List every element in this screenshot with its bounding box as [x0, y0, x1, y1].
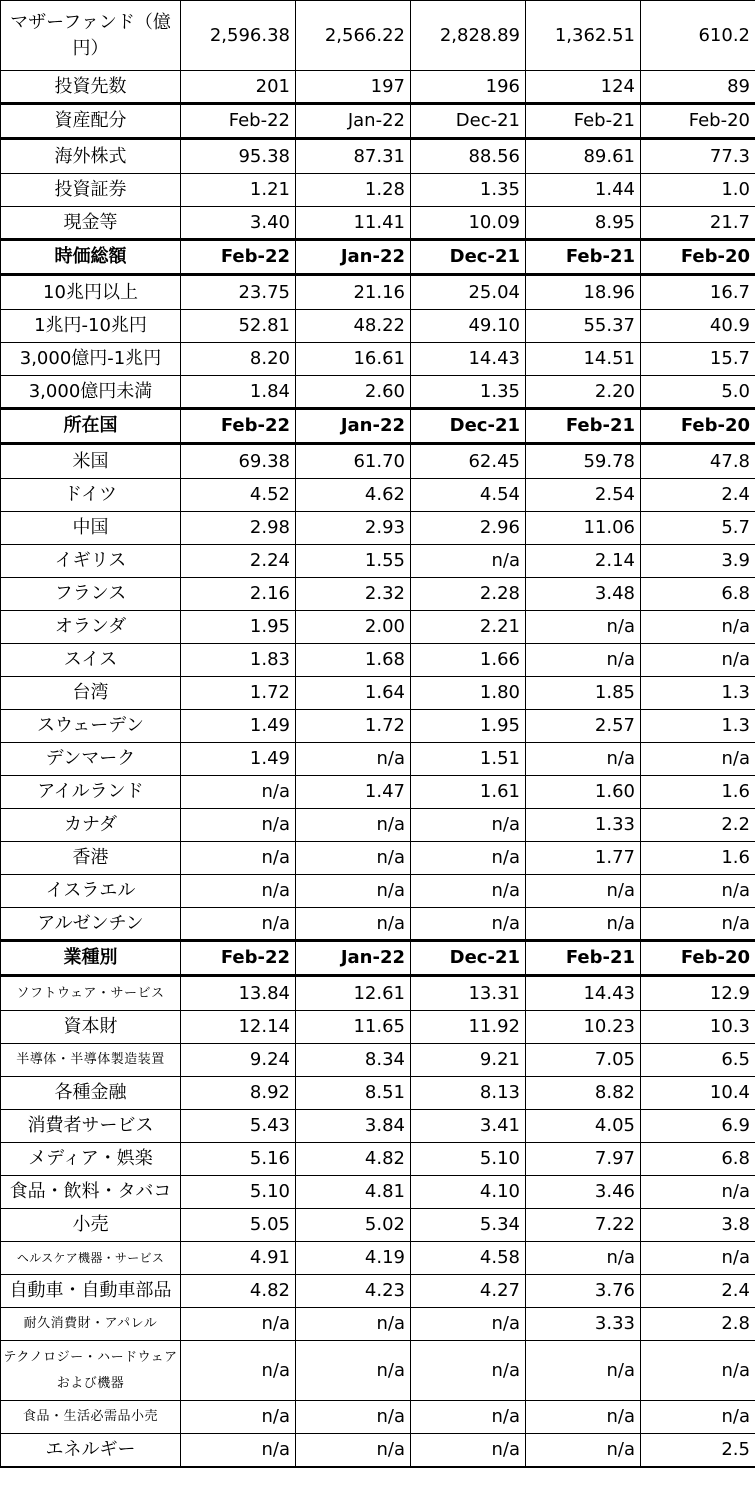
table-row [1, 1341, 755, 1401]
table-cell: 5.16 [181, 1143, 296, 1176]
table-cell: 2.14 [526, 545, 641, 578]
row-label: 食品・生活必需品小売 [1, 1401, 181, 1434]
column-header: Feb-22 [181, 104, 296, 139]
table-cell: 1.51 [411, 743, 526, 776]
table-cell: 40.9 [641, 310, 755, 343]
row-label: メディア・娯楽 [1, 1143, 181, 1176]
table-cell: 13.31 [411, 976, 526, 1011]
row-label: イギリス [1, 545, 181, 578]
table-cell: 87.31 [296, 139, 411, 174]
table-cell: n/a [641, 611, 755, 644]
table-row [1, 1275, 755, 1308]
table-cell: 197 [296, 71, 411, 104]
row-label: 香港 [1, 842, 181, 875]
table-cell: 4.52 [181, 479, 296, 512]
table-cell: n/a [411, 1401, 526, 1434]
row-label: 食品・飲料・タバコ [1, 1176, 181, 1209]
row-label: 半導体・半導体製造装置 [1, 1044, 181, 1077]
table-cell: 1.47 [296, 776, 411, 809]
table-row [1, 512, 755, 545]
table-cell: n/a [181, 842, 296, 875]
table-cell: n/a [526, 908, 641, 941]
table-cell: 4.23 [296, 1275, 411, 1308]
table-cell: 1.28 [296, 174, 411, 207]
table-cell: 2.2 [641, 809, 755, 842]
table-cell: n/a [641, 743, 755, 776]
table-row [1, 578, 755, 611]
table-cell: 2.8 [641, 1308, 755, 1341]
row-label: 各種金融 [1, 1077, 181, 1110]
table-cell: 1.84 [181, 376, 296, 409]
table-row [1, 809, 755, 842]
table-cell: 4.58 [411, 1242, 526, 1275]
table-cell: 10.4 [641, 1077, 755, 1110]
table-cell: 10.3 [641, 1011, 755, 1044]
table-cell: n/a [526, 743, 641, 776]
table-cell: n/a [641, 1242, 755, 1275]
row-label: スウェーデン [1, 710, 181, 743]
table-cell: 1.60 [526, 776, 641, 809]
table-cell: 1,362.51 [526, 1, 641, 71]
section-header: 資産配分 [1, 104, 181, 139]
table-cell: 2.00 [296, 611, 411, 644]
table-cell: 11.92 [411, 1011, 526, 1044]
table-cell: n/a [411, 1308, 526, 1341]
column-header: Feb-20 [641, 104, 755, 139]
table-cell: 6.8 [641, 578, 755, 611]
row-label: ドイツ [1, 479, 181, 512]
table-row [1, 842, 755, 875]
table-row [1, 908, 755, 941]
table-cell: 18.96 [526, 275, 641, 310]
table-row [1, 1077, 755, 1110]
table-row [1, 444, 755, 479]
table-cell: 3.76 [526, 1275, 641, 1308]
table-cell: 77.3 [641, 139, 755, 174]
table-cell: 7.22 [526, 1209, 641, 1242]
table-row [1, 1143, 755, 1176]
table-cell: 12.9 [641, 976, 755, 1011]
section-header: 所在国 [1, 409, 181, 444]
table-cell: 4.62 [296, 479, 411, 512]
row-label: 資本財 [1, 1011, 181, 1044]
table-cell: 201 [181, 71, 296, 104]
row-label: ヘルスケア機器・サービス [1, 1242, 181, 1275]
table-cell: 8.95 [526, 207, 641, 240]
table-row [1, 139, 755, 174]
table-cell: 10.23 [526, 1011, 641, 1044]
table-cell: 2.57 [526, 710, 641, 743]
industry-header-row [1, 941, 755, 976]
table-cell: 5.02 [296, 1209, 411, 1242]
table-cell: 8.13 [411, 1077, 526, 1110]
table-cell: 1.61 [411, 776, 526, 809]
table-cell: n/a [411, 809, 526, 842]
table-cell: 1.95 [411, 710, 526, 743]
table-cell: 3.33 [526, 1308, 641, 1341]
row-label: ソフトウェア・サービス [1, 976, 181, 1011]
column-header: Feb-22 [181, 941, 296, 976]
table-cell: 1.6 [641, 776, 755, 809]
table-cell: n/a [526, 611, 641, 644]
table-row [1, 776, 755, 809]
row-label: アイルランド [1, 776, 181, 809]
table-cell: n/a [411, 875, 526, 908]
table-cell: 55.37 [526, 310, 641, 343]
table-cell: 2.54 [526, 479, 641, 512]
column-header: Jan-22 [296, 240, 411, 275]
table-cell: 25.04 [411, 275, 526, 310]
table-cell: n/a [641, 1176, 755, 1209]
table-cell: 1.49 [181, 743, 296, 776]
table-cell: 4.19 [296, 1242, 411, 1275]
row-label: 米国 [1, 444, 181, 479]
table-cell: 1.33 [526, 809, 641, 842]
table-cell: 59.78 [526, 444, 641, 479]
column-header: Dec-21 [411, 941, 526, 976]
table-row [1, 1209, 755, 1242]
table-cell: 4.82 [181, 1275, 296, 1308]
table-row [1, 343, 755, 376]
table-cell: 3.9 [641, 545, 755, 578]
table-cell: n/a [296, 743, 411, 776]
table-cell: 8.20 [181, 343, 296, 376]
table-cell: 16.7 [641, 275, 755, 310]
row-label: スイス [1, 644, 181, 677]
table-cell: 4.82 [296, 1143, 411, 1176]
column-header: Jan-22 [296, 104, 411, 139]
table-cell: 7.97 [526, 1143, 641, 1176]
table-cell: 4.91 [181, 1242, 296, 1275]
table-cell: 3.41 [411, 1110, 526, 1143]
table-row [1, 1308, 755, 1341]
row-label: マザーファンド（億円） [1, 1, 181, 71]
row-label: カナダ [1, 809, 181, 842]
table-cell: n/a [296, 842, 411, 875]
table-row [1, 275, 755, 310]
table-cell: 9.21 [411, 1044, 526, 1077]
table-cell: 2.32 [296, 578, 411, 611]
column-header: Feb-20 [641, 941, 755, 976]
table-cell: n/a [181, 875, 296, 908]
column-header: Feb-22 [181, 240, 296, 275]
row-label: 中国 [1, 512, 181, 545]
row-label: イスラエル [1, 875, 181, 908]
table-cell: 7.05 [526, 1044, 641, 1077]
table-cell: 5.10 [411, 1143, 526, 1176]
table-cell: 1.3 [641, 710, 755, 743]
table-cell: 1.68 [296, 644, 411, 677]
table-cell: 14.43 [411, 343, 526, 376]
table-cell: 49.10 [411, 310, 526, 343]
column-header: Feb-21 [526, 409, 641, 444]
table-row [1, 644, 755, 677]
table-cell: 196 [411, 71, 526, 104]
section-header: 業種別 [1, 941, 181, 976]
table-cell: 1.85 [526, 677, 641, 710]
table-cell: 1.0 [641, 174, 755, 207]
table-cell: 1.80 [411, 677, 526, 710]
table-row [1, 677, 755, 710]
table-cell: 1.55 [296, 545, 411, 578]
table-cell: n/a [181, 1341, 296, 1401]
table-cell: 2.98 [181, 512, 296, 545]
table-cell: 610.2 [641, 1, 755, 71]
table-cell: n/a [296, 1434, 411, 1467]
table-cell: 89.61 [526, 139, 641, 174]
table-cell: 1.35 [411, 174, 526, 207]
table-cell: 62.45 [411, 444, 526, 479]
column-header: Dec-21 [411, 104, 526, 139]
table-cell: 47.8 [641, 444, 755, 479]
table-cell: 3.48 [526, 578, 641, 611]
country-header-row [1, 409, 755, 444]
table-cell: 88.56 [411, 139, 526, 174]
table-cell: 2.4 [641, 1275, 755, 1308]
table-cell: 2.96 [411, 512, 526, 545]
table-cell: n/a [526, 875, 641, 908]
table-row [1, 710, 755, 743]
table-cell: 4.10 [411, 1176, 526, 1209]
table-cell: 1.21 [181, 174, 296, 207]
table-cell: 69.38 [181, 444, 296, 479]
table-cell: 4.27 [411, 1275, 526, 1308]
row-label: アルゼンチン [1, 908, 181, 941]
table-row [1, 1242, 755, 1275]
table-cell: n/a [641, 1341, 755, 1401]
column-header: Feb-20 [641, 409, 755, 444]
column-header: Dec-21 [411, 409, 526, 444]
table-row [1, 1434, 755, 1467]
table-row [1, 743, 755, 776]
table-cell: 4.05 [526, 1110, 641, 1143]
table-cell: n/a [181, 1308, 296, 1341]
table-cell: 5.10 [181, 1176, 296, 1209]
table-cell: 8.82 [526, 1077, 641, 1110]
table-cell: n/a [411, 908, 526, 941]
table-cell: 14.43 [526, 976, 641, 1011]
column-header: Jan-22 [296, 409, 411, 444]
table-cell: 3.8 [641, 1209, 755, 1242]
table-cell: 2.28 [411, 578, 526, 611]
table-cell: n/a [641, 908, 755, 941]
table-cell: n/a [526, 1401, 641, 1434]
asset-allocation-header-row [1, 104, 755, 139]
table-row [1, 1110, 755, 1143]
table-cell: n/a [526, 1341, 641, 1401]
table-cell: 21.16 [296, 275, 411, 310]
table-row [1, 545, 755, 578]
table-cell: 2,566.22 [296, 1, 411, 71]
table-cell: 8.92 [181, 1077, 296, 1110]
table-cell: 1.64 [296, 677, 411, 710]
table-cell: 14.51 [526, 343, 641, 376]
table-cell: n/a [641, 1401, 755, 1434]
table-cell: 13.84 [181, 976, 296, 1011]
table-cell: 3.84 [296, 1110, 411, 1143]
table-cell: 11.41 [296, 207, 411, 240]
table-cell: n/a [296, 809, 411, 842]
table-cell: 9.24 [181, 1044, 296, 1077]
row-label: 海外株式 [1, 139, 181, 174]
table-cell: 5.0 [641, 376, 755, 409]
table-cell: 8.34 [296, 1044, 411, 1077]
table-cell: n/a [641, 875, 755, 908]
row-label: 投資証券 [1, 174, 181, 207]
table-cell: n/a [181, 1401, 296, 1434]
table-cell: 5.05 [181, 1209, 296, 1242]
table-cell: 1.6 [641, 842, 755, 875]
row-label: 10兆円以上 [1, 275, 181, 310]
table-cell: 4.81 [296, 1176, 411, 1209]
table-cell: n/a [526, 644, 641, 677]
row-label: デンマーク [1, 743, 181, 776]
table-cell: 2,596.38 [181, 1, 296, 71]
table-cell: 8.51 [296, 1077, 411, 1110]
table-cell: n/a [296, 875, 411, 908]
table-cell: 89 [641, 71, 755, 104]
holdings-row [1, 71, 755, 104]
column-header: Feb-22 [181, 409, 296, 444]
table-cell: 61.70 [296, 444, 411, 479]
table-cell: n/a [411, 545, 526, 578]
table-row [1, 1044, 755, 1077]
table-row [1, 479, 755, 512]
table-cell: 1.49 [181, 710, 296, 743]
table-cell: 2.20 [526, 376, 641, 409]
column-header: Feb-21 [526, 240, 641, 275]
column-header: Feb-21 [526, 104, 641, 139]
table-cell: 2.93 [296, 512, 411, 545]
table-cell: 2.5 [641, 1434, 755, 1467]
table-cell: n/a [181, 908, 296, 941]
table-cell: n/a [411, 1434, 526, 1467]
table-cell: 1.77 [526, 842, 641, 875]
market-cap-header-row [1, 240, 755, 275]
column-header: Feb-20 [641, 240, 755, 275]
row-label: 小売 [1, 1209, 181, 1242]
table-row [1, 976, 755, 1011]
table-cell: n/a [641, 644, 755, 677]
table-cell: 16.61 [296, 343, 411, 376]
table-cell: 95.38 [181, 139, 296, 174]
table-cell: 5.7 [641, 512, 755, 545]
table-row [1, 875, 755, 908]
table-cell: n/a [526, 1434, 641, 1467]
table-row [1, 174, 755, 207]
table-row [1, 207, 755, 240]
table-cell: 11.65 [296, 1011, 411, 1044]
table-cell: n/a [181, 1434, 296, 1467]
table-cell: 1.72 [296, 710, 411, 743]
row-label: 現金等 [1, 207, 181, 240]
table-cell: 1.35 [411, 376, 526, 409]
table-cell: 1.3 [641, 677, 755, 710]
column-header: Feb-21 [526, 941, 641, 976]
table-cell: 1.95 [181, 611, 296, 644]
table-cell: 15.7 [641, 343, 755, 376]
table-cell: n/a [411, 842, 526, 875]
table-row [1, 376, 755, 409]
table-cell: 3.40 [181, 207, 296, 240]
table-cell: n/a [526, 1242, 641, 1275]
table-cell: 10.09 [411, 207, 526, 240]
column-header: Dec-21 [411, 240, 526, 275]
table-cell: 2,828.89 [411, 1, 526, 71]
row-label: オランダ [1, 611, 181, 644]
table-cell: 2.16 [181, 578, 296, 611]
table-cell: 1.83 [181, 644, 296, 677]
table-cell: 6.5 [641, 1044, 755, 1077]
table-row [1, 1011, 755, 1044]
table-cell: 2.21 [411, 611, 526, 644]
table-cell: n/a [296, 1341, 411, 1401]
table-cell: n/a [296, 1308, 411, 1341]
row-label: 3,000億円-1兆円 [1, 343, 181, 376]
table-cell: 5.43 [181, 1110, 296, 1143]
table-row [1, 611, 755, 644]
column-header: Jan-22 [296, 941, 411, 976]
table-row [1, 1401, 755, 1434]
row-label: 耐久消費財・アパレル [1, 1308, 181, 1341]
table-cell: 1.72 [181, 677, 296, 710]
table-cell: 1.44 [526, 174, 641, 207]
table-cell: n/a [411, 1341, 526, 1401]
table-cell: n/a [181, 809, 296, 842]
table-cell: 2.4 [641, 479, 755, 512]
table-cell: 6.9 [641, 1110, 755, 1143]
table-cell: n/a [296, 908, 411, 941]
table-cell: 3.46 [526, 1176, 641, 1209]
table-cell: 6.8 [641, 1143, 755, 1176]
table-cell: 23.75 [181, 275, 296, 310]
table-cell: 48.22 [296, 310, 411, 343]
table-cell: 2.24 [181, 545, 296, 578]
table-cell: 11.06 [526, 512, 641, 545]
row-label: 3,000億円未満 [1, 376, 181, 409]
table-cell: 5.34 [411, 1209, 526, 1242]
row-label: 台湾 [1, 677, 181, 710]
table-cell: 2.60 [296, 376, 411, 409]
table-cell: 12.61 [296, 976, 411, 1011]
table-cell: 1.66 [411, 644, 526, 677]
row-label: 投資先数 [1, 71, 181, 104]
table-row [1, 1176, 755, 1209]
mother-fund-row [1, 1, 755, 71]
row-label: テクノロジー・ハードウェアおよび機器 [1, 1341, 181, 1401]
row-label: 1兆円-10兆円 [1, 310, 181, 343]
table-cell: n/a [296, 1401, 411, 1434]
table-cell: 124 [526, 71, 641, 104]
table-cell: 21.7 [641, 207, 755, 240]
table-row [1, 310, 755, 343]
table-cell: 12.14 [181, 1011, 296, 1044]
row-label: 消費者サービス [1, 1110, 181, 1143]
row-label: 自動車・自動車部品 [1, 1275, 181, 1308]
table-cell: 4.54 [411, 479, 526, 512]
table-cell: 52.81 [181, 310, 296, 343]
row-label: フランス [1, 578, 181, 611]
row-label: エネルギー [1, 1434, 181, 1467]
table-cell: n/a [181, 776, 296, 809]
section-header: 時価総額 [1, 240, 181, 275]
